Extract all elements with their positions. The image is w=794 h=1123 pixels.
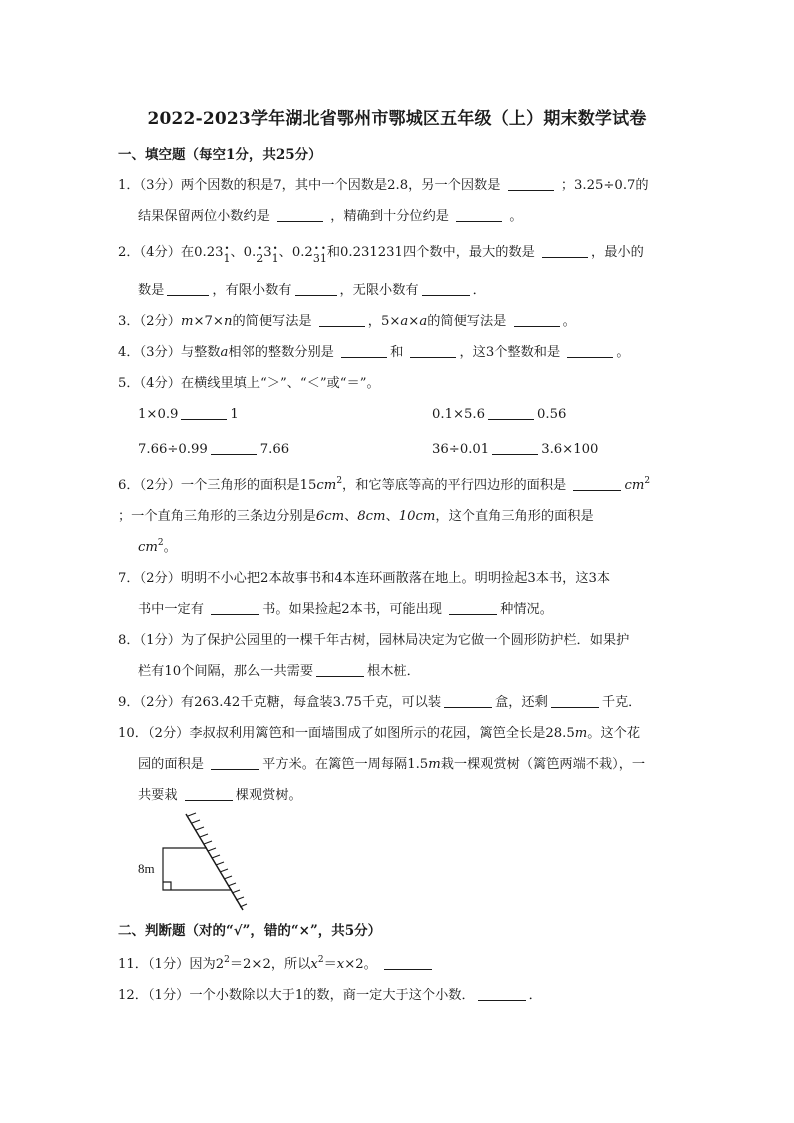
section-judgement-heading: 二、判断题（对的“√”，错的“×”，共5分） <box>118 923 382 939</box>
answer-blank[interactable] <box>295 282 337 296</box>
question-12: 12．（1分）一个小数除以大于1的数，商一定大于这个小数． ． <box>118 988 542 1003</box>
answer-blank[interactable] <box>277 208 323 222</box>
answer-blank[interactable] <box>508 177 554 191</box>
answer-blank[interactable] <box>167 282 209 296</box>
question-4: 4．（3分）与整数a相邻的整数分别是 和 ，这3个整数和是 。 <box>118 345 630 360</box>
answer-blank[interactable] <box>449 601 497 615</box>
answer-blank[interactable] <box>542 244 588 258</box>
answer-blank[interactable] <box>384 956 432 970</box>
answer-blank[interactable] <box>488 406 534 420</box>
question-2-line-2: 数是 ，有限小数有 ，无限小数有 ． <box>138 283 486 298</box>
answer-blank[interactable] <box>185 787 233 801</box>
section-fill-in-heading: 一、填空题（每空1分，共25分） <box>118 147 322 163</box>
question-9: 9．（2分）有263.42千克糖，每盒装3.75千克，可以装 盒，还剩 千克． <box>118 695 642 710</box>
answer-blank[interactable] <box>316 663 364 677</box>
repeating-digit: • 2 <box>256 250 263 268</box>
answer-blank[interactable] <box>181 406 227 420</box>
question-8-line-1: 8．（1分）为了保护公园里的一棵千年古树，园林局决定为它做一个圆形防护栏．如果护 <box>118 633 630 648</box>
question-1-line-1: 1．（3分）两个因数的积是7，其中一个因数是2.8，另一个因数是 ；3.25÷0.7的 <box>118 178 649 193</box>
question-6-line-2: ；一个直角三角形的三条边分别是6cm、8cm、10cm，这个直角三角形的面积是 <box>118 509 594 524</box>
answer-blank[interactable] <box>456 208 502 222</box>
answer-blank[interactable] <box>211 441 257 455</box>
answer-blank[interactable] <box>492 441 538 455</box>
question-2-line-1: 2．（4分）在0.23• 1、0.• 23• 1、0.2• 3• 1和0.231231四个数中，最大的数是 ，最小的 <box>118 244 644 268</box>
question-10-line-2: 园的面积是 平方米。在篱笆一周每隔1.5m栽一棵观赏树（篱笆两端不栽），一 <box>138 757 646 772</box>
question-7-line-1: 7．（2分）明明不小心把2本故事书和4本连环画散落在地上。明明捡起3本书，这3本 <box>118 571 611 586</box>
question-5: 5．（4分）在横线里填上“＞”、“＜”或“＝”。 <box>118 376 380 391</box>
question-8-line-2: 栏有10个间隔，那么一共需要 根木桩． <box>138 664 420 679</box>
repeating-digit: • 3 <box>313 250 320 268</box>
answer-blank[interactable] <box>573 477 621 491</box>
question-10-line-1: 10．（2分）李叔叔利用篱笆和一面墙围成了如图所示的花园，篱笆全长是28.5m。这个花 <box>118 726 641 741</box>
repeating-digit: • 1 <box>320 250 327 268</box>
answer-blank[interactable] <box>319 313 365 327</box>
exam-title: 2022-2023学年湖北省鄂州市鄂城区五年级（上）期末数学试卷 <box>147 109 647 129</box>
question-6-line-3: $cm^2$。 <box>138 538 177 555</box>
answer-blank[interactable] <box>422 282 470 296</box>
answer-blank[interactable] <box>514 313 560 327</box>
question-1-line-2: 结果保留两位小数约是 ，精确到十分位约是 。 <box>138 209 523 224</box>
answer-blank[interactable] <box>478 987 526 1001</box>
wall-hatching <box>186 813 247 910</box>
question-3: 3．（2分）m×7×n的简便写法是 ，5×a×a的简便写法是 。 <box>118 314 576 329</box>
answer-blank[interactable] <box>341 344 387 358</box>
fence-shape <box>163 848 232 890</box>
q5-row2-right: 36÷0.01 3.6×100 <box>432 442 599 457</box>
repeating-digit: • 1 <box>272 250 279 268</box>
answer-blank[interactable] <box>410 344 456 358</box>
answer-blank[interactable] <box>551 694 599 708</box>
question-7-line-2: 书中一定有 书。如果捡起2本书，可能出现 种情况。 <box>138 602 553 617</box>
question-10-line-3: 共要栽 棵观赏树。 <box>138 788 302 803</box>
question-11: 11．（1分）因为$2^2=2\times 2$，所以$x^2=x\times 2$。 <box>118 956 435 974</box>
answer-blank[interactable] <box>211 601 259 615</box>
q5-row1-left: 1×0.9 1 <box>138 407 239 422</box>
repeating-digit: • 1 <box>223 250 230 268</box>
question-6-line-1: 6．（2分）一个三角形的面积是$15cm^2$，和它等底等高的平行四边形的面积是 $cm^2$ <box>118 476 651 493</box>
answer-blank[interactable] <box>211 756 259 770</box>
q5-row1-right: 0.1×5.6 0.56 <box>432 407 567 422</box>
q5-row2-left: 7.66÷0.99 7.66 <box>138 442 290 457</box>
answer-blank[interactable] <box>567 344 613 358</box>
answer-blank[interactable] <box>444 694 492 708</box>
garden-figure <box>136 812 248 914</box>
fence-height-label: 8m <box>138 861 155 876</box>
